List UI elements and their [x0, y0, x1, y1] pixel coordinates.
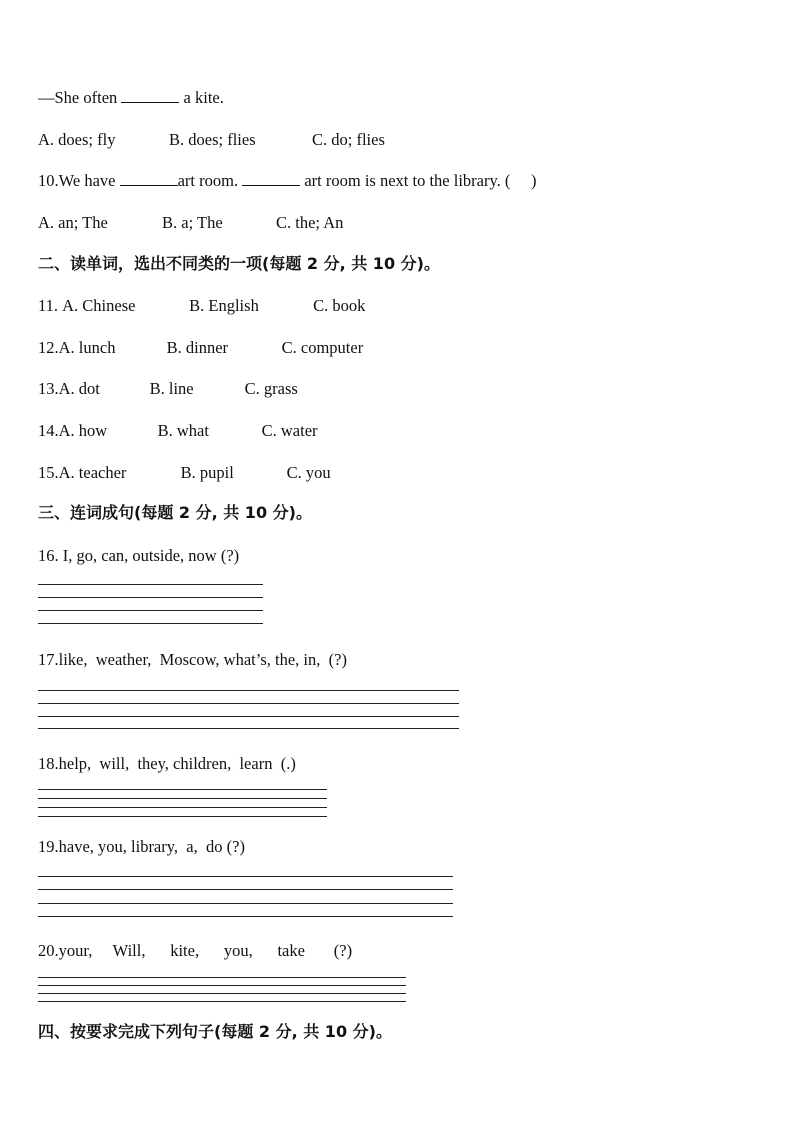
option-b[interactable]: B. pupil [180, 463, 234, 482]
option-b[interactable]: B. dinner [166, 338, 229, 357]
question-number: 11. [38, 296, 63, 315]
option-c[interactable]: C. you [286, 463, 331, 482]
q10-mid: art room. [177, 171, 243, 190]
question-number: 13. [38, 379, 59, 398]
answer-blank[interactable] [120, 171, 178, 186]
answer-blank[interactable] [242, 171, 300, 186]
question-18: 18.help, will, they, children, learn (.) [38, 754, 296, 773]
option-c[interactable]: C. computer [281, 338, 364, 357]
section-2-heading: 二、读单词，选出不同类的一项(每题 2 分, 共 10 分)。 [38, 254, 440, 273]
answer-blank[interactable] [121, 88, 179, 103]
option-b[interactable]: B. what [157, 421, 209, 440]
option-a[interactable]: A. teacher [58, 463, 127, 482]
question-20: 20.your, Will, kite, you, take (?) [38, 941, 353, 960]
section-4-heading: 四、按要求完成下列句子(每题 2 分, 共 10 分)。 [38, 1022, 392, 1041]
question-10-stem [38, 171, 537, 191]
question-10-options [38, 213, 343, 233]
question-17: 17.like, weather, Moscow, what’s, the, in, (?) [38, 650, 347, 669]
question-15 [38, 463, 331, 483]
question-11 [38, 296, 365, 316]
section-3-heading: 三、连词成句(每题 2 分, 共 10 分)。 [38, 503, 312, 522]
question-number: 14. [38, 421, 59, 440]
question-number: 15. [38, 463, 59, 482]
option-b[interactable]: B. line [149, 379, 194, 398]
option-c[interactable]: C. water [261, 421, 318, 440]
question-9-options [38, 130, 385, 150]
option-a[interactable]: A. Chinese [62, 296, 136, 315]
q9-prefix: —She often [38, 88, 122, 107]
q10-suffix: art room is next to the library. [300, 171, 501, 190]
question-12 [38, 338, 363, 358]
question-16: 16. I, go, can, outside, now (?) [38, 546, 240, 565]
question-14 [38, 421, 318, 441]
question-19: 19.have, you, library, a, do (?) [38, 837, 245, 856]
q9-suffix: a kite. [179, 88, 224, 107]
question-13 [38, 379, 298, 399]
option-b[interactable]: B. English [189, 296, 259, 315]
q10-prefix: 10.We have [38, 171, 120, 190]
option-a[interactable]: A. dot [58, 379, 100, 398]
option-c[interactable]: C. book [313, 296, 366, 315]
option-c[interactable]: C. do; flies [312, 130, 385, 149]
question-9-stem [38, 88, 224, 108]
option-a[interactable]: A. lunch [58, 338, 116, 357]
option-c[interactable]: C. the; An [276, 213, 344, 232]
option-a[interactable]: A. how [58, 421, 108, 440]
option-b[interactable]: B. does; flies [169, 130, 256, 149]
answer-parentheses[interactable]: ( ) [500, 171, 537, 190]
option-c[interactable]: C. grass [244, 379, 298, 398]
question-number: 12. [38, 338, 59, 357]
option-b[interactable]: B. a; The [162, 213, 223, 232]
option-a[interactable]: A. does; fly [38, 130, 116, 149]
option-a[interactable]: A. an; The [38, 213, 108, 232]
